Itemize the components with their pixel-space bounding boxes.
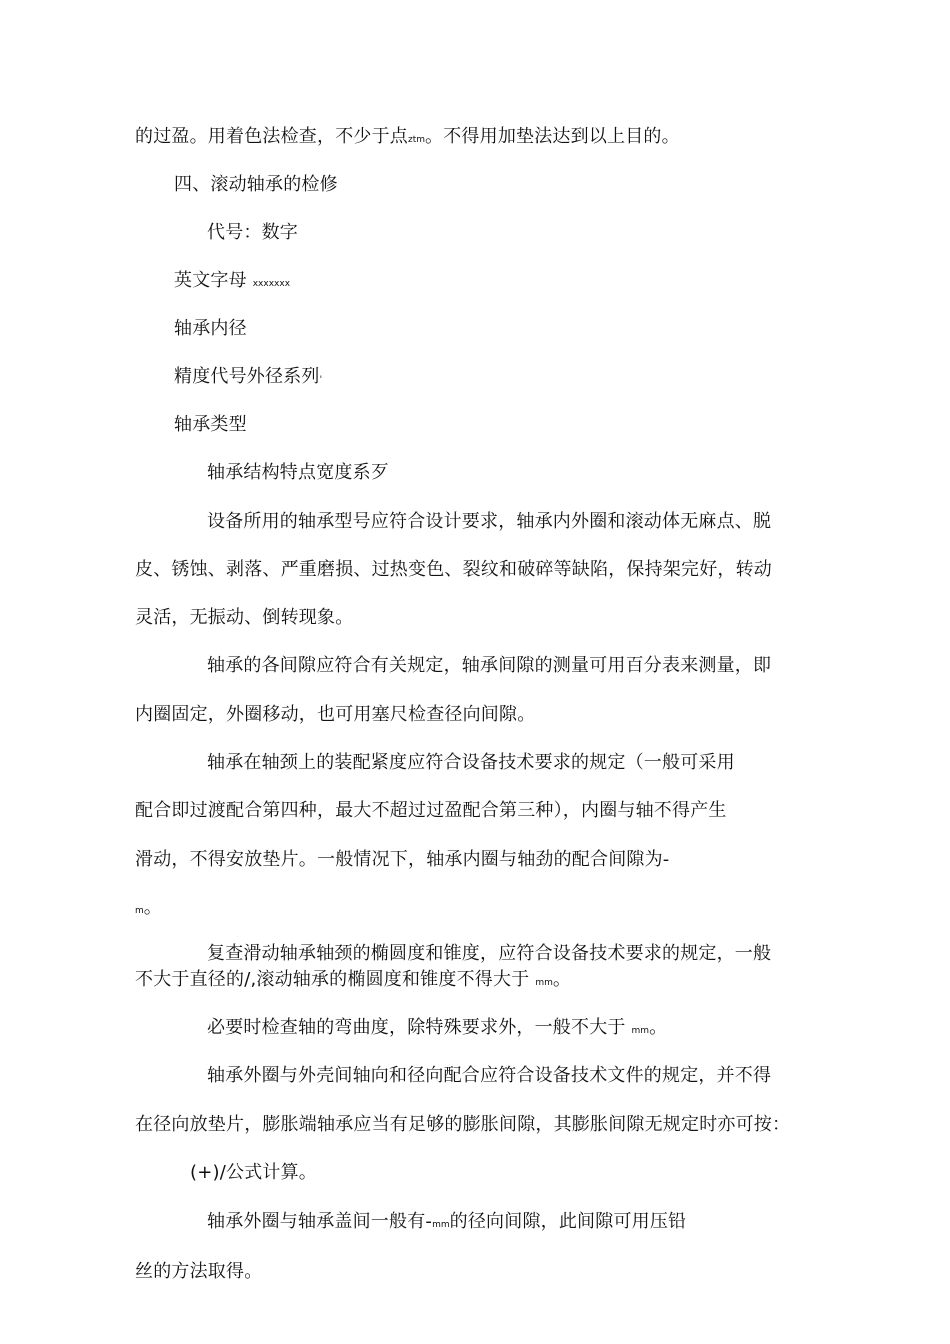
- text-line: 轴承内径: [174, 318, 247, 339]
- text-line: m。: [135, 897, 162, 918]
- section-heading: 四、滚动轴承的检修: [174, 174, 338, 195]
- text-line: 必要时检查轴的弯曲度，除特殊要求外，一般不大于 mm。: [207, 1017, 668, 1038]
- text-line: 精度代号外径系列': [174, 366, 323, 387]
- text-line: 的过盈。用着色法检查，不少于点ztm。不得用加垫法达到以上目的。: [135, 126, 680, 147]
- text-line: 轴承结构特点宽度系歹: [207, 462, 389, 483]
- text-line: 代号：数字: [207, 222, 298, 243]
- text-line: 轴承在轴颈上的装配紧度应符合设备技术要求的规定（一般可采用: [207, 752, 735, 773]
- text-line: 轴承类型: [174, 414, 247, 435]
- text-line: 皮、锈蚀、剥落、严重磨损、过热变色、裂纹和破碎等缺陷，保持架完好，转动: [135, 559, 772, 580]
- text-line: 复查滑动轴承轴颈的椭圆度和锥度，应符合设备技术要求的规定，一般: [207, 943, 772, 964]
- text-line: 配合即过渡配合第四种，最大不超过过盈配合第三种），内圈与轴不得产生: [135, 800, 727, 821]
- text-line: 灵活，无振动、倒转现象。: [135, 607, 354, 628]
- text-line: (+)/公式计算。: [190, 1162, 317, 1183]
- text-line: 内圈固定，外圈移动，也可用塞尺检查径向间隙。: [135, 704, 536, 725]
- text-line: 轴承外圈与外壳间轴向和径向配合应符合设备技术文件的规定，并不得: [207, 1065, 772, 1086]
- text-line: 滑动，不得安放垫片。一般情况下，轴承内圈与轴劲的配合间隙为-: [135, 849, 670, 870]
- text-line: 轴承外圈与轴承盖间一般有-mm的径向间隙，此间隙可用压铅: [207, 1211, 687, 1232]
- text-line: 不大于直径的/,滚动轴承的椭圆度和锥度不得大于 mm。: [135, 969, 572, 990]
- text-line: 英文字母 xxxxxxx: [174, 270, 291, 291]
- text-line: 丝的方法取得。: [135, 1261, 263, 1282]
- text-line: 轴承的各间隙应符合有关规定，轴承间隙的测量可用百分表来测量，即: [207, 655, 772, 676]
- text-line: 在径向放垫片，膨胀端轴承应当有足够的膨胀间隙，其膨胀间隙无规定时亦可按：: [135, 1114, 791, 1135]
- text-line: 设备所用的轴承型号应符合设计要求，轴承内外圈和滚动体无麻点、脱: [207, 511, 772, 532]
